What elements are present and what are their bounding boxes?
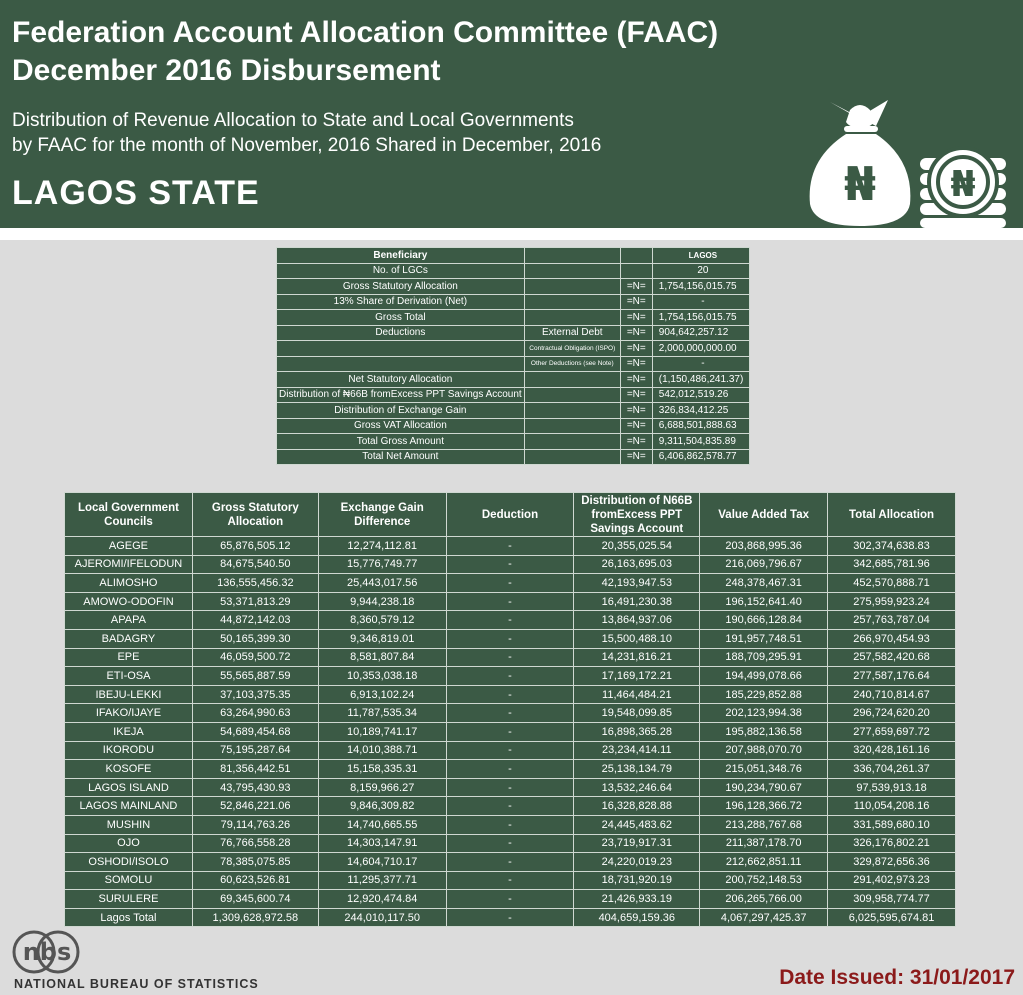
cell-total-allocation: 291,402,973.23: [828, 871, 956, 890]
cell-vat: 195,882,136.58: [700, 722, 828, 741]
summary-sub-label: [524, 248, 620, 264]
cell-deduction: -: [446, 760, 574, 779]
cell-total-allocation: 309,958,774.77: [828, 890, 956, 909]
cell-deduction: -: [446, 815, 574, 834]
cell-vat: 207,988,070.70: [700, 741, 828, 760]
cell-ppt-distribution: 23,234,414.11: [574, 741, 700, 760]
cell-total-allocation: 329,872,656.36: [828, 853, 956, 872]
summary-row: [277, 372, 750, 388]
cell-total-allocation: 277,587,176.64: [828, 667, 956, 686]
cell-exchange-gain: 14,740,665.55: [318, 815, 446, 834]
organization-name: NATIONAL BUREAU OF STATISTICS: [14, 977, 259, 991]
summary-row-currency: =N=: [620, 279, 652, 295]
cell-total-allocation: 257,763,787.04: [828, 611, 956, 630]
summary-row-value: 1,754,156,015.75: [652, 310, 749, 326]
summary-row-label: Gross Statutory Allocation: [277, 279, 525, 295]
cell-total-allocation: 275,959,923.24: [828, 592, 956, 611]
summary-row-currency: =N=: [620, 434, 652, 450]
summary-header-row: [277, 248, 750, 264]
cell-lgc-name: SOMOLU: [65, 871, 193, 890]
lga-row: [65, 555, 956, 574]
cell-lgc-name: AGEGE: [65, 537, 193, 556]
summary-row-label: Total Net Amount: [277, 449, 525, 465]
summary-row-label: Gross VAT Allocation: [277, 418, 525, 434]
lga-total-row: [65, 908, 956, 927]
header-divider: [0, 228, 1023, 240]
cell-lgc-name: LAGOS ISLAND: [65, 778, 193, 797]
col-header-gross-statutory: Gross Statutory Allocation: [192, 493, 318, 537]
cell-gross-statutory: 52,846,221.06: [192, 797, 318, 816]
header-banner: [0, 0, 1023, 228]
naira-glyph-bag: ₦: [843, 157, 877, 211]
cell-ppt-distribution: 14,231,816.21: [574, 648, 700, 667]
cell-total-allocation: 110,054,208.16: [828, 797, 956, 816]
cell-gross-statutory: 43,795,430.93: [192, 778, 318, 797]
cell-gross-statutory: 46,059,500.72: [192, 648, 318, 667]
cell-vat: 4,067,297,425.37: [700, 908, 828, 927]
cell-ppt-distribution: 20,355,025.54: [574, 537, 700, 556]
cell-lgc-name: LAGOS MAINLAND: [65, 797, 193, 816]
lga-allocation-table: [64, 492, 956, 927]
cell-lgc-name: IFAKO/IJAYE: [65, 704, 193, 723]
summary-row-currency: =N=: [620, 325, 652, 341]
summary-row-value: 6,688,501,888.63: [652, 418, 749, 434]
summary-row-currency: =N=: [620, 387, 652, 403]
col-header-exchange-gain: Exchange Gain Difference: [318, 493, 446, 537]
summary-row: [277, 449, 750, 465]
cell-deduction: -: [446, 908, 574, 927]
lga-row: [65, 667, 956, 686]
lga-row: [65, 685, 956, 704]
cell-exchange-gain: 15,776,749.77: [318, 555, 446, 574]
cell-gross-statutory: 50,165,399.30: [192, 629, 318, 648]
cell-exchange-gain: 9,944,238.18: [318, 592, 446, 611]
cell-lgc-name: OSHODI/ISOLO: [65, 853, 193, 872]
summary-row-value: 2,000,000,000.00: [652, 341, 749, 357]
summary-row-value: 1,754,156,015.75: [652, 279, 749, 295]
cell-deduction: -: [446, 629, 574, 648]
summary-row: [277, 434, 750, 450]
cell-vat: 194,499,078.66: [700, 667, 828, 686]
cell-deduction: -: [446, 890, 574, 909]
cell-deduction: -: [446, 555, 574, 574]
cell-total-allocation: 97,539,913.18: [828, 778, 956, 797]
cell-gross-statutory: 76,766,558.28: [192, 834, 318, 853]
cell-vat: 185,229,852.88: [700, 685, 828, 704]
cell-vat: 202,123,994.38: [700, 704, 828, 723]
summary-row-label: Distribution of Exchange Gain: [277, 403, 525, 419]
cell-exchange-gain: 9,346,819.01: [318, 629, 446, 648]
cell-ppt-distribution: 15,500,488.10: [574, 629, 700, 648]
summary-beneficiary-label: Beneficiary: [277, 248, 525, 264]
summary-row-sublabel: External Debt: [524, 325, 620, 341]
title-line-2: December 2016 Disbursement: [12, 54, 441, 87]
summary-row-currency: [620, 263, 652, 279]
summary-row-sublabel: [524, 403, 620, 419]
cell-gross-statutory: 65,876,505.12: [192, 537, 318, 556]
cell-lgc-name: OJO: [65, 834, 193, 853]
cell-gross-statutory: 44,872,142.03: [192, 611, 318, 630]
cell-exchange-gain: 12,920,474.84: [318, 890, 446, 909]
summary-row-label: 13% Share of Derivation (Net): [277, 294, 525, 310]
summary-row-label: [277, 341, 525, 357]
cell-gross-statutory: 75,195,287.64: [192, 741, 318, 760]
cell-deduction: -: [446, 685, 574, 704]
summary-row-sublabel: [524, 449, 620, 465]
cell-total-allocation: 277,659,697.72: [828, 722, 956, 741]
col-header-deduction: Deduction: [446, 493, 574, 537]
lga-header-row: [65, 493, 956, 537]
cell-deduction: -: [446, 741, 574, 760]
naira-glyph-coin: ₦: [950, 164, 976, 205]
cell-lgc-name: SURULERE: [65, 890, 193, 909]
cell-gross-statutory: 78,385,075.85: [192, 853, 318, 872]
cell-total-allocation: 331,589,680.10: [828, 815, 956, 834]
cell-exchange-gain: 11,295,377.71: [318, 871, 446, 890]
cell-lgc-name: AJEROMI/IFELODUN: [65, 555, 193, 574]
cell-ppt-distribution: 13,864,937.06: [574, 611, 700, 630]
cell-deduction: -: [446, 853, 574, 872]
summary-row-label: Distribution of ₦66B fromExcess PPT Savings Account: [277, 387, 525, 403]
cell-total-allocation: 6,025,595,674.81: [828, 908, 956, 927]
summary-row-currency: =N=: [620, 341, 652, 357]
cell-vat: 191,957,748.51: [700, 629, 828, 648]
lga-row: [65, 537, 956, 556]
cell-gross-statutory: 84,675,540.50: [192, 555, 318, 574]
cell-gross-statutory: 55,565,887.59: [192, 667, 318, 686]
summary-row: [277, 310, 750, 326]
cell-vat: 200,752,148.53: [700, 871, 828, 890]
cell-gross-statutory: 54,689,454.68: [192, 722, 318, 741]
summary-row-label: Gross Total: [277, 310, 525, 326]
summary-row-currency: =N=: [620, 310, 652, 326]
cell-gross-statutory: 81,356,442.51: [192, 760, 318, 779]
cell-ppt-distribution: 16,491,230.38: [574, 592, 700, 611]
cell-ppt-distribution: 19,548,099.85: [574, 704, 700, 723]
cell-gross-statutory: 136,555,456.32: [192, 574, 318, 593]
cell-gross-statutory: 37,103,375.35: [192, 685, 318, 704]
lga-row: [65, 592, 956, 611]
col-header-lgc: Local Government Councils: [65, 493, 193, 537]
page-title: [12, 14, 832, 90]
cell-lgc-name: KOSOFE: [65, 760, 193, 779]
cell-gross-statutory: 1,309,628,972.58: [192, 908, 318, 927]
money-bag-icon: [800, 100, 1015, 228]
lga-row: [65, 611, 956, 630]
cell-deduction: -: [446, 778, 574, 797]
cell-lgc-name: IBEJU-LEKKI: [65, 685, 193, 704]
summary-row-sublabel: [524, 387, 620, 403]
cell-ppt-distribution: 13,532,246.64: [574, 778, 700, 797]
cell-lgc-name: EPE: [65, 648, 193, 667]
summary-row-sublabel: [524, 372, 620, 388]
cell-ppt-distribution: 25,138,134.79: [574, 760, 700, 779]
cell-ppt-distribution: 17,169,172.21: [574, 667, 700, 686]
col-header-ppt-distribution: Distribution of N66B fromExcess PPT Savings Account: [574, 493, 700, 537]
summary-row-label: [277, 356, 525, 372]
cell-vat: 216,069,796.67: [700, 555, 828, 574]
cell-gross-statutory: 69,345,600.74: [192, 890, 318, 909]
lga-row: [65, 853, 956, 872]
summary-row-label: No. of LGCs: [277, 263, 525, 279]
summary-row-sublabel: [524, 263, 620, 279]
summary-row: [277, 341, 750, 357]
cell-lgc-name: BADAGRY: [65, 629, 193, 648]
summary-row-currency: =N=: [620, 294, 652, 310]
cell-lgc-name: MUSHIN: [65, 815, 193, 834]
lga-row: [65, 890, 956, 909]
summary-row-value: 326,834,412.25: [652, 403, 749, 419]
summary-row-sublabel: [524, 294, 620, 310]
cell-deduction: -: [446, 704, 574, 723]
lga-row: [65, 629, 956, 648]
cell-deduction: -: [446, 722, 574, 741]
subtitle-line-2: by FAAC for the month of November, 2016 Shared in December, 2016: [12, 135, 602, 156]
cell-deduction: -: [446, 648, 574, 667]
summary-row-sublabel: Contractual Obligation (ISPO): [524, 341, 620, 357]
summary-row-value: 542,012,519.26: [652, 387, 749, 403]
cell-deduction: -: [446, 574, 574, 593]
summary-row-currency: =N=: [620, 418, 652, 434]
summary-row-label: Deductions: [277, 325, 525, 341]
cell-gross-statutory: 60,623,526.81: [192, 871, 318, 890]
cell-ppt-distribution: 11,464,484.21: [574, 685, 700, 704]
col-header-vat: Value Added Tax: [700, 493, 828, 537]
cell-vat: 211,387,178.70: [700, 834, 828, 853]
summary-row-value: (1,150,486,241.37): [652, 372, 749, 388]
cell-gross-statutory: 79,114,763.26: [192, 815, 318, 834]
cell-ppt-distribution: 404,659,159.36: [574, 908, 700, 927]
cell-exchange-gain: 8,159,966.27: [318, 778, 446, 797]
summary-row: [277, 294, 750, 310]
summary-row: [277, 387, 750, 403]
cell-vat: 196,128,366.72: [700, 797, 828, 816]
lga-row: [65, 760, 956, 779]
cell-deduction: -: [446, 611, 574, 630]
summary-row-currency: =N=: [620, 403, 652, 419]
cell-total-allocation: 342,685,781.96: [828, 555, 956, 574]
summary-row-sublabel: [524, 434, 620, 450]
subtitle-line-1: Distribution of Revenue Allocation to State and Local Governments: [12, 110, 574, 131]
cell-exchange-gain: 14,303,147.91: [318, 834, 446, 853]
summary-row-value: 20: [652, 263, 749, 279]
summary-row-label: Total Gross Amount: [277, 434, 525, 450]
summary-row-sublabel: [524, 310, 620, 326]
summary-row: [277, 418, 750, 434]
lga-row: [65, 704, 956, 723]
summary-table: [276, 247, 750, 465]
cell-total-allocation: 320,428,161.16: [828, 741, 956, 760]
summary-row-sublabel: Other Deductions (see Note): [524, 356, 620, 372]
cell-exchange-gain: 244,010,117.50: [318, 908, 446, 927]
cell-vat: 190,666,128.84: [700, 611, 828, 630]
cell-exchange-gain: 10,353,038.18: [318, 667, 446, 686]
nbs-logo: [12, 930, 82, 975]
summary-row-currency: =N=: [620, 372, 652, 388]
cell-ppt-distribution: 16,328,828.88: [574, 797, 700, 816]
lga-row: [65, 648, 956, 667]
cell-lgc-name: ALIMOSHO: [65, 574, 193, 593]
cell-vat: 203,868,995.36: [700, 537, 828, 556]
cell-gross-statutory: 53,371,813.29: [192, 592, 318, 611]
summary-row-label: Net Statutory Allocation: [277, 372, 525, 388]
summary-row: [277, 356, 750, 372]
lga-row: [65, 722, 956, 741]
cell-lgc-name: Lagos Total: [65, 908, 193, 927]
coin-stack-icon: [920, 148, 1006, 228]
lga-row: [65, 797, 956, 816]
cell-vat: 206,265,766.00: [700, 890, 828, 909]
cell-deduction: -: [446, 667, 574, 686]
lga-row: [65, 871, 956, 890]
cell-vat: 213,288,767.68: [700, 815, 828, 834]
cell-deduction: -: [446, 797, 574, 816]
summary-row-value: 9,311,504,835.89: [652, 434, 749, 450]
summary-row: [277, 263, 750, 279]
cell-deduction: -: [446, 537, 574, 556]
summary-currency: [620, 248, 652, 264]
summary-row-value: 904,642,257.12: [652, 325, 749, 341]
cell-exchange-gain: 6,913,102.24: [318, 685, 446, 704]
cell-ppt-distribution: 24,220,019.23: [574, 853, 700, 872]
cell-total-allocation: 257,582,420.68: [828, 648, 956, 667]
cell-ppt-distribution: 23,719,917.31: [574, 834, 700, 853]
cell-exchange-gain: 15,158,335.31: [318, 760, 446, 779]
cell-exchange-gain: 10,189,741.17: [318, 722, 446, 741]
cell-exchange-gain: 8,360,579.12: [318, 611, 446, 630]
cell-vat: 212,662,851.11: [700, 853, 828, 872]
lga-row: [65, 834, 956, 853]
cell-lgc-name: AMOWO-ODOFIN: [65, 592, 193, 611]
state-name: LAGOS STATE: [12, 174, 260, 212]
cell-lgc-name: APAPA: [65, 611, 193, 630]
cell-deduction: -: [446, 834, 574, 853]
cell-ppt-distribution: 21,426,933.19: [574, 890, 700, 909]
summary-row: [277, 403, 750, 419]
date-issued: Date Issued: 31/01/2017: [779, 966, 1015, 989]
cell-exchange-gain: 14,604,710.17: [318, 853, 446, 872]
lga-row: [65, 778, 956, 797]
cell-exchange-gain: 25,443,017.56: [318, 574, 446, 593]
cell-ppt-distribution: 24,445,483.62: [574, 815, 700, 834]
lga-row: [65, 815, 956, 834]
nbs-logo-text: nbs: [22, 938, 72, 966]
cell-lgc-name: IKORODU: [65, 741, 193, 760]
cell-vat: 215,051,348.76: [700, 760, 828, 779]
page-subtitle: [12, 108, 772, 158]
cell-ppt-distribution: 42,193,947.53: [574, 574, 700, 593]
summary-row-value: 6,406,862,578.77: [652, 449, 749, 465]
cell-exchange-gain: 9,846,309.82: [318, 797, 446, 816]
cell-total-allocation: 326,176,802.21: [828, 834, 956, 853]
cell-total-allocation: 266,970,454.93: [828, 629, 956, 648]
summary-row-value: -: [652, 294, 749, 310]
lga-row: [65, 741, 956, 760]
cell-exchange-gain: 12,274,112.81: [318, 537, 446, 556]
cell-exchange-gain: 14,010,388.71: [318, 741, 446, 760]
cell-total-allocation: 336,704,261.37: [828, 760, 956, 779]
cell-gross-statutory: 63,264,990.63: [192, 704, 318, 723]
summary-row-sublabel: [524, 279, 620, 295]
cell-deduction: -: [446, 592, 574, 611]
cell-ppt-distribution: 26,163,695.03: [574, 555, 700, 574]
summary-row-currency: =N=: [620, 449, 652, 465]
cell-lgc-name: IKEJA: [65, 722, 193, 741]
cell-exchange-gain: 8,581,807.84: [318, 648, 446, 667]
cell-vat: 190,234,790.67: [700, 778, 828, 797]
cell-vat: 188,709,295.91: [700, 648, 828, 667]
title-line-1: Federation Account Allocation Committee (FAAC): [12, 16, 719, 49]
cell-total-allocation: 452,570,888.71: [828, 574, 956, 593]
summary-row: [277, 279, 750, 295]
cell-exchange-gain: 11,787,535.34: [318, 704, 446, 723]
cell-total-allocation: 296,724,620.20: [828, 704, 956, 723]
summary-row: [277, 325, 750, 341]
col-header-total-allocation: Total Allocation: [828, 493, 956, 537]
summary-state-column: LAGOS: [652, 248, 749, 264]
cell-vat: 196,152,641.40: [700, 592, 828, 611]
cell-ppt-distribution: 18,731,920.19: [574, 871, 700, 890]
cell-total-allocation: 240,710,814.67: [828, 685, 956, 704]
summary-row-currency: =N=: [620, 356, 652, 372]
summary-row-sublabel: [524, 418, 620, 434]
cell-vat: 248,378,467.31: [700, 574, 828, 593]
cell-lgc-name: ETI-OSA: [65, 667, 193, 686]
lga-row: [65, 574, 956, 593]
cell-total-allocation: 302,374,638.83: [828, 537, 956, 556]
summary-row-value: -: [652, 356, 749, 372]
cell-ppt-distribution: 16,898,365.28: [574, 722, 700, 741]
cell-deduction: -: [446, 871, 574, 890]
